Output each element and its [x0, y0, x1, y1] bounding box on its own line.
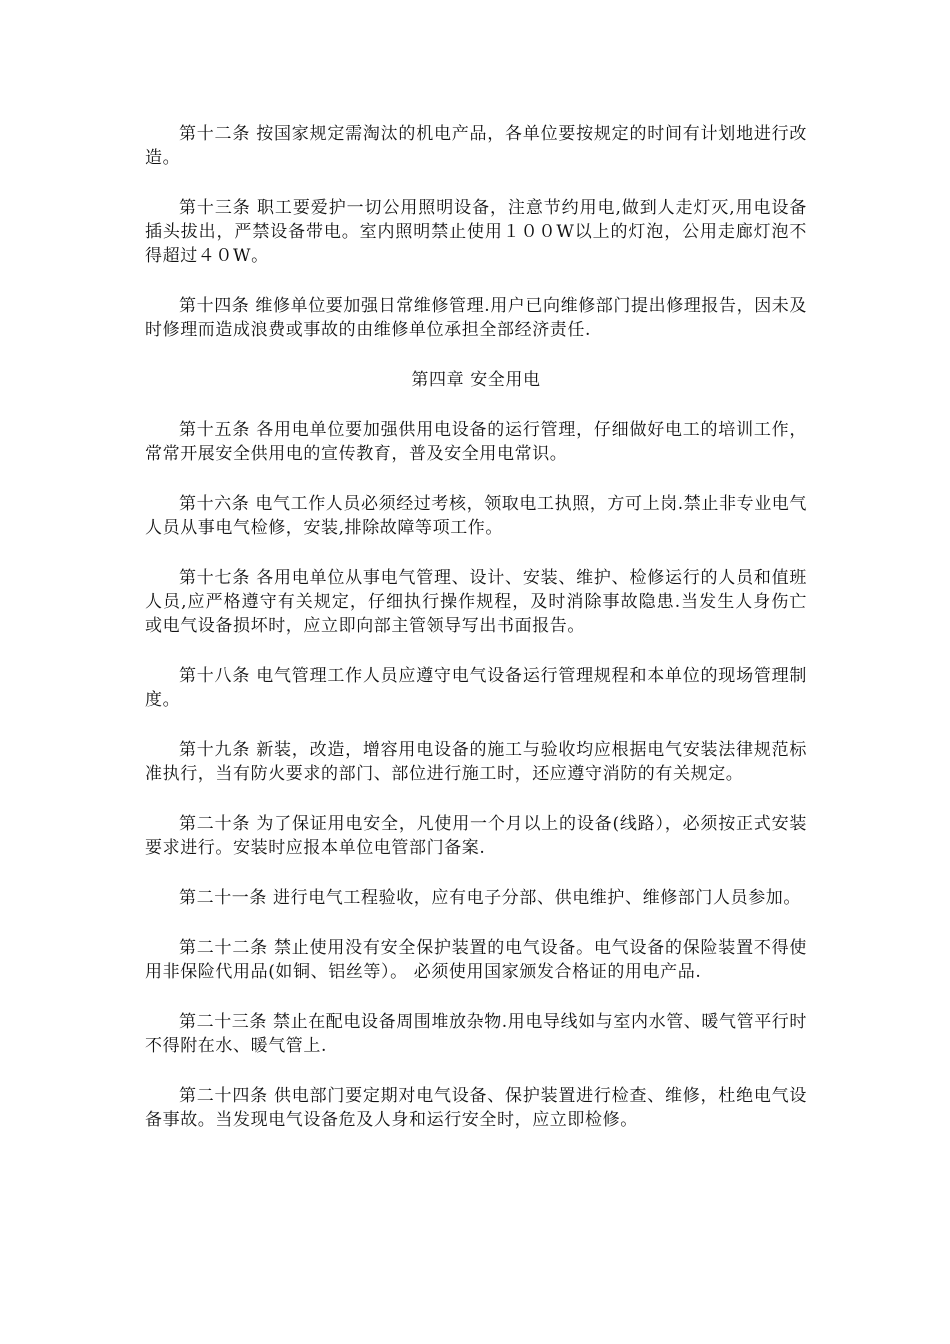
article-21: 第二十一条 进行电气工程验收，应有电子分部、供电维护、维修部门人员参加。 [179, 888, 802, 908]
article-12: 第十二条 按国家规定需淘汰的机电产品，各单位要按规定的时间有计划地进行改造。 [145, 124, 807, 168]
article-13: 第十三条 职工要爱护一切公用照明设备，注意节约用电,做到人走灯灭,用电设备插头拔出，严禁设备带电。室内照明禁止使用１００W以上的灯泡，公用走廊灯泡不得超过４０W。 [145, 198, 807, 266]
article-15: 第十五条 各用电单位要加强供用电设备的运行管理，仔细做好电工的培训工作，常常开展安全供用电的宣传教育，普及安全用电常识。 [145, 420, 807, 464]
article-20: 第二十条 为了保证用电安全，凡使用一个月以上的设备(线路），必须按正式安装要求进行。安装时应报本单位电管部门备案. [145, 814, 807, 858]
article-17: 第十七条 各用电单位从事电气管理、设计、安装、维护、检修运行的人员和值班人员,应严格遵守有关规定，仔细执行操作规程，及时消除事故隐患.当发生人身伤亡或电气设备损坏时，应立即向部主管领导写出书面报告。 [145, 568, 807, 636]
document-page [145, 122, 807, 1158]
chapter-heading: 第四章 安全用电 [411, 370, 541, 390]
article-16: 第十六条 电气工作人员必须经过考核，领取电工执照，方可上岗.禁止非专业电气人员从事电气检修，安装,排除故障等项工作。 [145, 494, 808, 538]
article-24: 第二十四条 供电部门要定期对电气设备、保护装置进行检查、维修，杜绝电气设备事故。当发现电气设备危及人身和运行安全时，应立即检修。 [145, 1086, 807, 1130]
article-23: 第二十三条 禁止在配电设备周围堆放杂物.用电导线如与室内水管、暖气管平行时不得附在水、暖气管上. [145, 1012, 808, 1056]
article-22: 第二十二条 禁止使用没有安全保护装置的电气设备。电气设备的保险装置不得使用非保险代用品(如铜、铝丝等）。 必须使用国家颁发合格证的用电产品. [145, 938, 807, 982]
article-18: 第十八条 电气管理工作人员应遵守电气设备运行管理规程和本单位的现场管理制度。 [145, 666, 807, 710]
article-19: 第十九条 新装，改造，增容用电设备的施工与验收均应根据电气安装法律规范标准执行，当有防火要求的部门、部位进行施工时，还应遵守消防的有关规定。 [145, 740, 807, 784]
article-14: 第十四条 维修单位要加强日常维修管理.用户已向维修部门提出修理报告，因未及时修理而造成浪费或事故的由维修单位承担全部经济责任. [145, 296, 808, 340]
